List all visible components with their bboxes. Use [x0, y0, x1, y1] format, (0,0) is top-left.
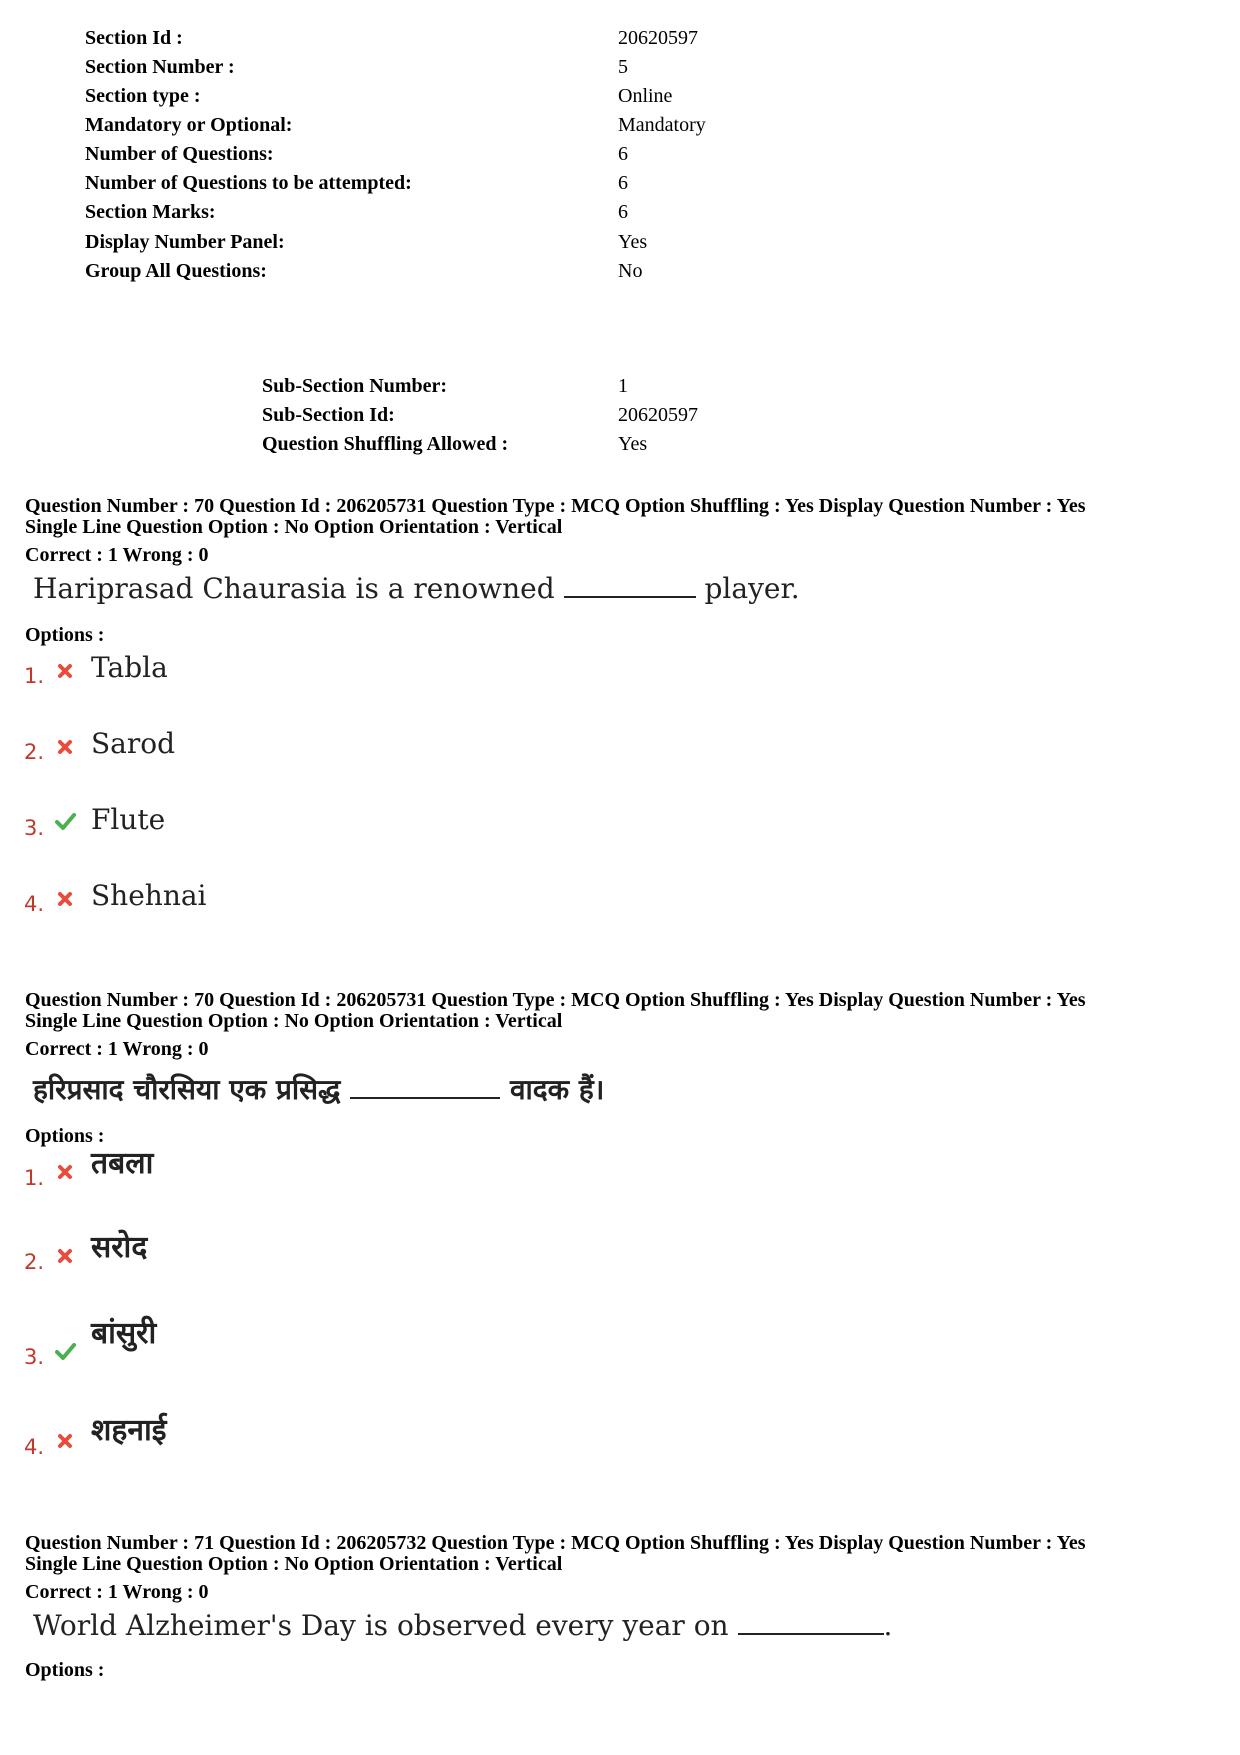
section-number-label: Section Number :	[85, 56, 235, 78]
option-text: सरोद	[91, 1230, 148, 1265]
check-icon	[54, 810, 76, 832]
question-text-after: वादक हैं।	[509, 1073, 605, 1106]
num-attempted-value: 6	[618, 172, 628, 194]
num-questions-label: Number of Questions:	[85, 143, 274, 165]
section-marks-value: 6	[618, 201, 628, 223]
option-number: 2.	[24, 740, 45, 764]
option-number: 1.	[24, 664, 45, 688]
question-text-before: World Alzheimer's Day is observed every year on	[33, 1609, 729, 1642]
option-text: Sarod	[91, 727, 176, 760]
shuffling-label: Question Shuffling Allowed :	[262, 433, 509, 455]
option-text: तबला	[91, 1146, 154, 1181]
section-marks-label: Section Marks:	[85, 201, 216, 223]
question-meta-2: Single Line Question Option : No Option Orientation : Vertical	[25, 1010, 563, 1032]
question-text	[33, 1611, 892, 1641]
options-label: Options :	[25, 624, 105, 646]
answer-blank	[738, 1615, 884, 1635]
section-type-label: Section type :	[85, 85, 201, 107]
option-number: 3.	[24, 1345, 45, 1369]
option-text: Tabla	[91, 651, 168, 684]
display-panel-value: Yes	[618, 231, 648, 253]
option-number: 1.	[24, 1166, 45, 1190]
question-text-after: player.	[704, 572, 800, 605]
option-number: 4.	[24, 892, 45, 916]
section-id-label: Section Id :	[85, 27, 183, 49]
question-text-before: हरिप्रसाद चौरसिया एक प्रसिद्ध	[33, 1073, 341, 1106]
group-all-value: No	[618, 260, 643, 282]
cross-icon	[54, 888, 76, 910]
answer-blank	[350, 1079, 500, 1099]
subsection-number-label: Sub-Section Number:	[262, 375, 448, 397]
mandatory-label: Mandatory or Optional:	[85, 114, 293, 136]
question-meta: Question Number : 70 Question Id : 206205731 Question Type : MCQ Option Shuffling : Yes Display Question Number : Yes	[25, 989, 1086, 1011]
shuffling-value: Yes	[618, 433, 648, 455]
section-type-value: Online	[618, 85, 673, 107]
section-id-value: 20620597	[618, 27, 698, 49]
cross-icon	[54, 1245, 76, 1267]
num-questions-value: 6	[618, 143, 628, 165]
options-label: Options :	[25, 1659, 105, 1681]
section-number-value: 5	[618, 56, 628, 78]
subsection-id-label: Sub-Section Id:	[262, 404, 395, 426]
option-number: 4.	[24, 1435, 45, 1459]
option-text: Flute	[91, 803, 166, 836]
answer-blank	[564, 578, 696, 598]
question-meta: Question Number : 71 Question Id : 206205732 Question Type : MCQ Option Shuffling : Yes Display Question Number : Yes	[25, 1532, 1086, 1554]
question-text-after: .	[883, 1609, 893, 1642]
cross-icon	[54, 1430, 76, 1452]
question-text	[33, 574, 800, 604]
option-text: Shehnai	[91, 879, 207, 912]
options-label: Options :	[25, 1125, 105, 1147]
subsection-id-value: 20620597	[618, 404, 698, 426]
question-marks: Correct : 1 Wrong : 0	[25, 1581, 209, 1603]
question-meta-2: Single Line Question Option : No Option Orientation : Vertical	[25, 1553, 563, 1575]
cross-icon	[54, 1161, 76, 1183]
display-panel-label: Display Number Panel:	[85, 231, 285, 253]
question-meta-2: Single Line Question Option : No Option Orientation : Vertical	[25, 516, 563, 538]
cross-icon	[54, 660, 76, 682]
num-attempted-label: Number of Questions to be attempted:	[85, 172, 412, 194]
question-text	[33, 1075, 604, 1105]
question-meta: Question Number : 70 Question Id : 206205731 Question Type : MCQ Option Shuffling : Yes Display Question Number : Yes	[25, 495, 1086, 517]
option-text: बांसुरी	[91, 1316, 157, 1351]
question-text-before: Hariprasad Chaurasia is a renowned	[33, 572, 555, 605]
subsection-number-value: 1	[618, 375, 628, 397]
option-number: 2.	[24, 1250, 45, 1274]
question-marks: Correct : 1 Wrong : 0	[25, 1038, 209, 1060]
option-text: शहनाई	[91, 1413, 167, 1448]
option-number: 3.	[24, 816, 45, 840]
mandatory-value: Mandatory	[618, 114, 706, 136]
cross-icon	[54, 736, 76, 758]
question-marks: Correct : 1 Wrong : 0	[25, 544, 209, 566]
group-all-label: Group All Questions:	[85, 260, 267, 282]
check-icon	[54, 1340, 76, 1362]
